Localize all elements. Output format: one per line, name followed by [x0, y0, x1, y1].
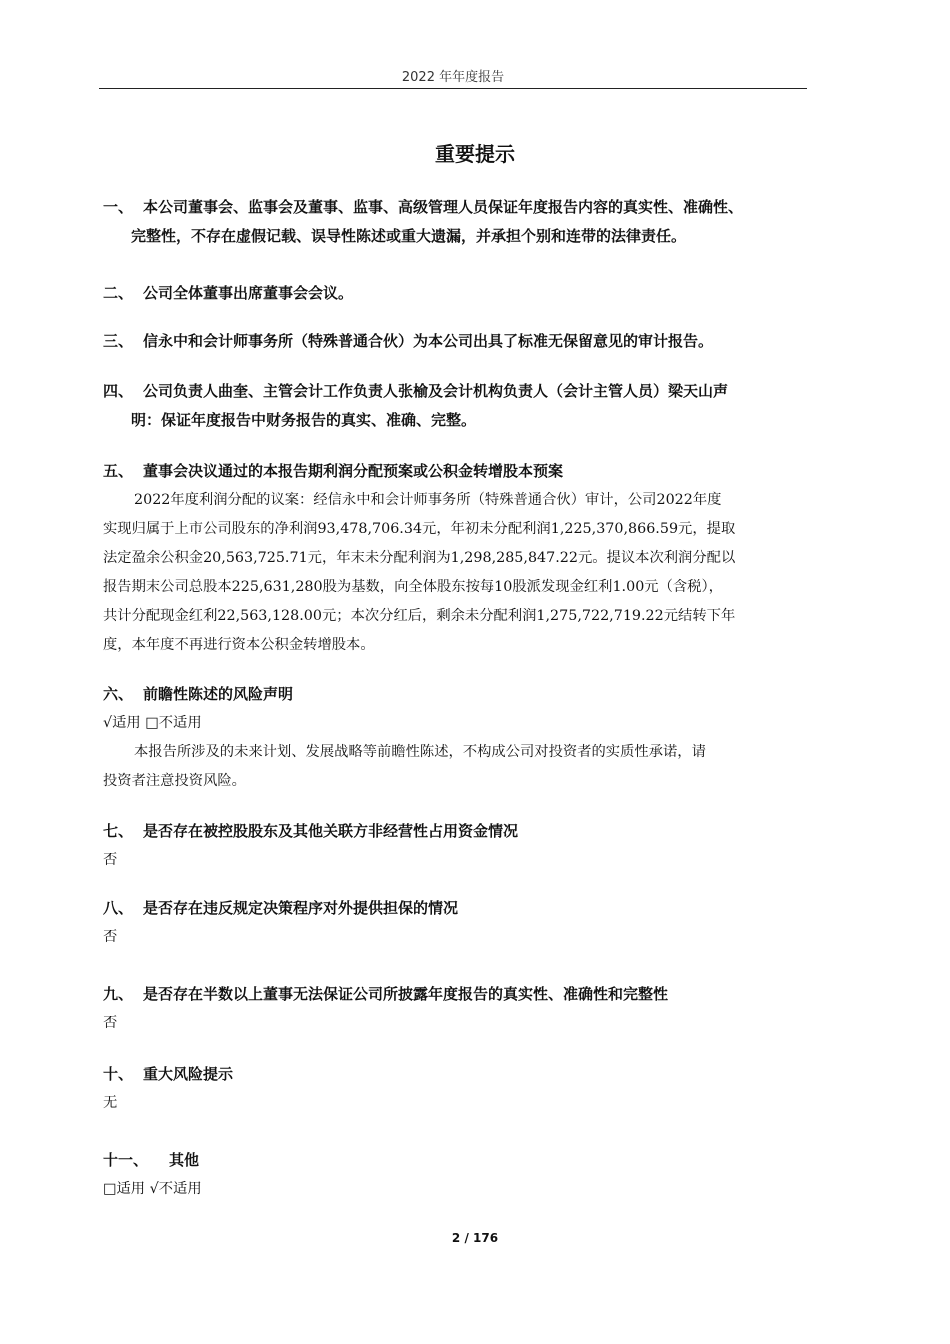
page-number: 2 / 176	[451, 1231, 499, 1245]
body-line: 2022年度利润分配的议案：经信永中和会计师事务所（特殊普通合伙）审计，公司2022年度	[134, 492, 722, 508]
section-3	[103, 327, 809, 356]
section-4	[103, 377, 809, 435]
section-heading: 公司负责人曲奎、主管会计工作负责人张榆及会计机构负责人（会计主管人员）梁天山声	[143, 382, 729, 400]
section-heading: 公司全体董事出席董事会会议。	[143, 284, 354, 302]
section-number: 三、	[103, 332, 134, 350]
section-number: 八、	[103, 899, 134, 917]
page-header: 2022 年年度报告	[401, 70, 505, 85]
body-line: 法定盈余公积金20,563,725.71元，年末未分配利润为1,298,285,847.22元。提议本次利润分配以	[103, 550, 736, 566]
section-heading: 是否存在违反规定决策程序对外提供担保的情况	[143, 899, 459, 917]
applicability-options: □适用 √不适用	[103, 1181, 202, 1197]
section-number: 五、	[103, 462, 134, 480]
section-heading: 信永中和会计师事务所（特殊普通合伙）为本公司出具了标准无保留意见的审计报告。	[143, 332, 714, 350]
answer: 否	[103, 852, 118, 868]
section-number: 一、	[103, 198, 134, 216]
section-5	[103, 457, 809, 660]
section-heading: 本公司董事会、监事会及董事、监事、高级管理人员保证年度报告内容的真实性、准确性、	[143, 198, 744, 216]
section-11	[103, 1146, 809, 1204]
body-line: 共计分配现金红利22,563,128.00元；本次分红后，剩余未分配利润1,275,722,719.22元结转下年	[103, 608, 736, 624]
section-heading: 董事会决议通过的本报告期利润分配预案或公积金转增股本预案	[143, 462, 564, 480]
applicability-options: √适用 □不适用	[103, 715, 202, 731]
section-number: 六、	[103, 685, 134, 703]
section-heading: 重大风险提示	[143, 1065, 234, 1083]
header-divider	[99, 88, 807, 89]
page-title: 重要提示	[435, 142, 515, 166]
answer: 否	[103, 929, 118, 945]
section-number: 二、	[103, 284, 134, 302]
section-heading: 其他	[169, 1151, 200, 1169]
body-line: 实现归属于上市公司股东的净利润93,478,706.34元，年初未分配利润1,225,370,866.59元，提取	[103, 521, 736, 537]
section-number: 十一、	[103, 1151, 149, 1169]
section-7	[103, 817, 809, 875]
section-heading: 是否存在半数以上董事无法保证公司所披露年度报告的真实性、准确性和完整性	[143, 985, 669, 1003]
section-number: 十、	[103, 1065, 134, 1083]
body-line: 度，本年度不再进行资本公积金转增股本。	[103, 637, 375, 653]
answer: 否	[103, 1015, 118, 1031]
body-line: 投资者注意投资风险。	[103, 773, 246, 789]
section-heading-continued: 明：保证年度报告中财务报告的真实、准确、完整。	[131, 411, 477, 429]
section-9	[103, 980, 809, 1038]
section-6	[103, 680, 809, 796]
section-8	[103, 894, 809, 952]
body-line: 本报告所涉及的未来计划、发展战略等前瞻性陈述，不构成公司对投资者的实质性承诺，请	[134, 744, 706, 760]
section-number: 九、	[103, 985, 134, 1003]
body-line: 报告期末公司总股本225,631,280股为基数，向全体股东按每10股派发现金红利1.00元（含税），	[103, 579, 723, 595]
section-number: 四、	[103, 382, 134, 400]
section-heading: 前瞻性陈述的风险声明	[143, 685, 294, 703]
section-2	[103, 279, 809, 308]
answer: 无	[103, 1095, 118, 1111]
section-heading: 是否存在被控股股东及其他关联方非经营性占用资金情况	[143, 822, 519, 840]
section-number: 七、	[103, 822, 134, 840]
section-heading-continued: 完整性，不存在虚假记载、误导性陈述或重大遗漏，并承担个别和连带的法律责任。	[131, 227, 687, 245]
section-10	[103, 1060, 809, 1118]
section-1	[103, 193, 809, 251]
